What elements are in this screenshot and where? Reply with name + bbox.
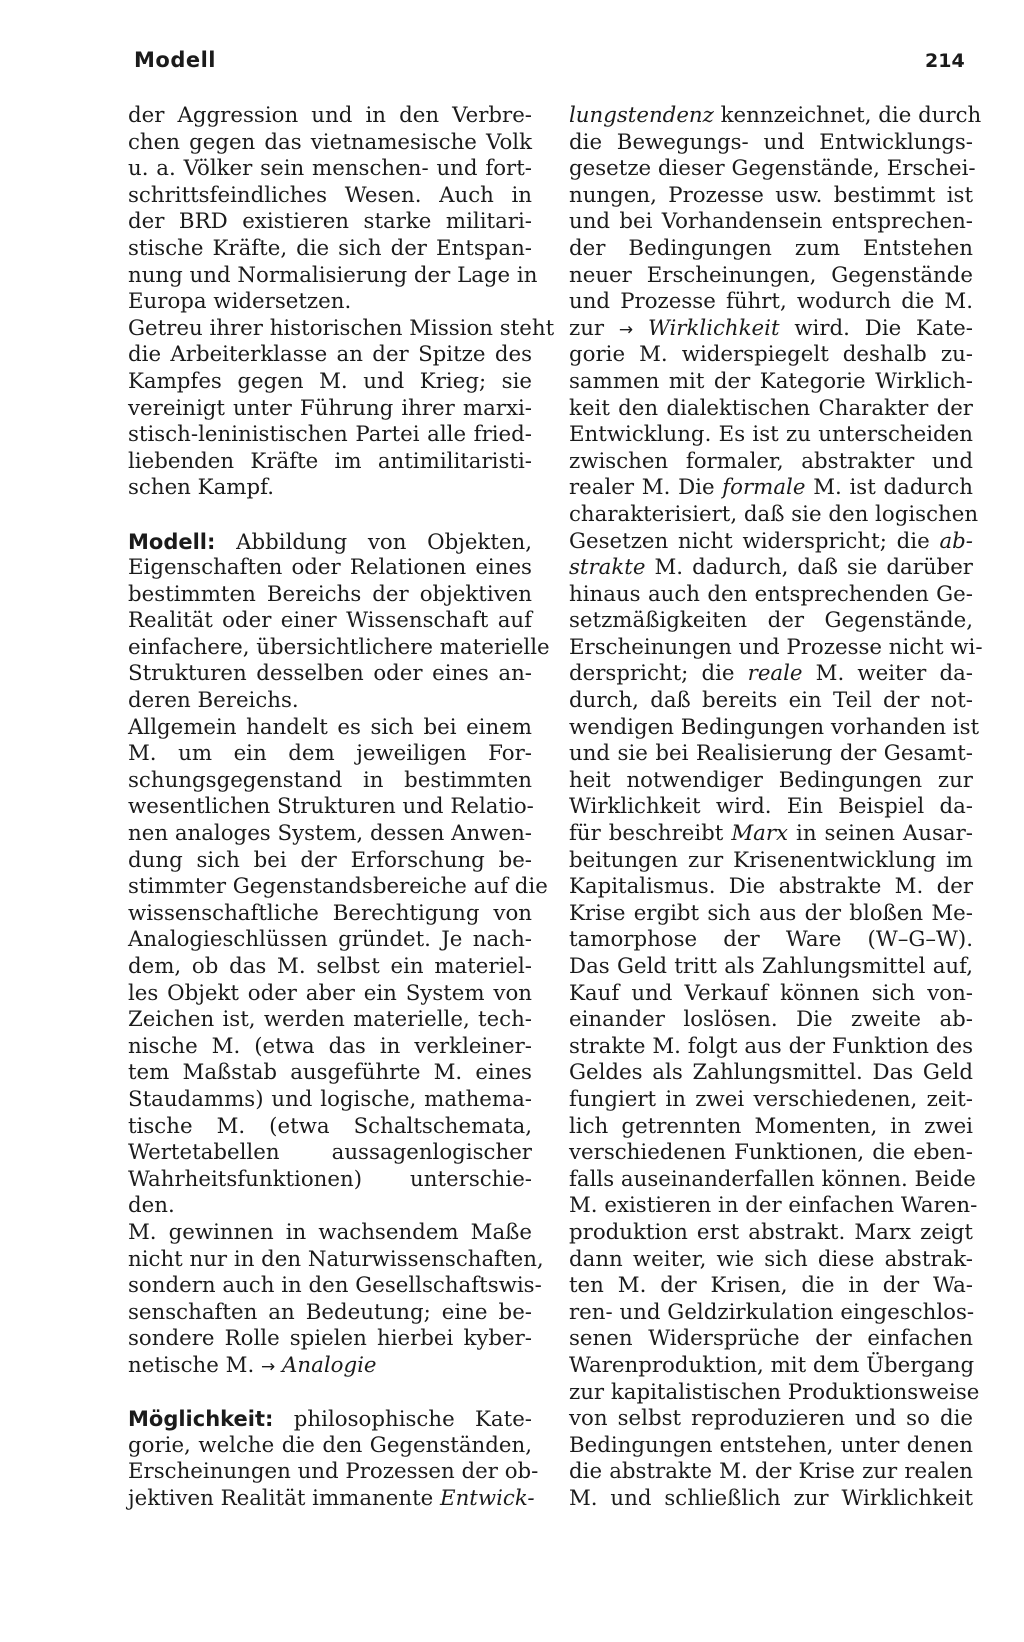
text-line: setzmäßigkeiten der Gegenstände,	[569, 608, 973, 634]
text-line: ren- und Geldzirkulation eingeschlos-	[569, 1299, 975, 1325]
text-run: netische M.	[128, 1352, 255, 1378]
text-line: Kapitalismus. Die abstrakte M. der	[569, 874, 973, 900]
text-run: philosophische Kate-	[293, 1407, 532, 1433]
cross-reference-arrow-icon: →	[618, 319, 634, 340]
text-run: zur	[569, 315, 605, 341]
entry-first-line	[128, 1406, 532, 1433]
text-line: dem, ob das M. selbst ein materiel-	[128, 954, 532, 979]
text-line: Getreu ihrer historischen Mission steht	[128, 315, 555, 341]
text-line: nicht nur in den Naturwissenschaften,	[128, 1246, 544, 1272]
text-line-with-italic	[569, 529, 973, 556]
text-line-with-crossref	[128, 1353, 532, 1380]
text-line: gorie M. widerspiegelt deshalb zu-	[569, 342, 973, 368]
text-line: Realität oder einer Wissenschaft auf	[128, 608, 532, 634]
text-line-with-italic	[569, 661, 973, 688]
text-line: deren Bereichs.	[128, 688, 299, 714]
text-line: M. gewinnen in wachsendem Maße	[128, 1219, 532, 1245]
text-line-with-italic	[569, 103, 982, 130]
text-line: Staudamms) und logische, mathema-	[128, 1086, 532, 1112]
text-line-with-italic	[569, 555, 973, 582]
text-line: den.	[128, 1193, 175, 1219]
cross-reference-wirklichkeit[interactable]: Wirklichkeit	[647, 315, 780, 341]
text-line: nische M. (etwa das in verkleiner-	[128, 1033, 532, 1059]
text-line: vereinigt unter Führung ihrer marxi-	[128, 395, 532, 421]
text-line: der Bedingungen zum Entstehen	[569, 235, 973, 261]
text-line: Kampfes gegen M. und Krieg; sie	[128, 368, 532, 394]
text-line: die Bewegungs- und Entwicklungs-	[569, 129, 973, 155]
text-run: in seinen Ausar-	[796, 821, 973, 847]
text-line: schen Kampf.	[128, 475, 274, 501]
text-line: ten M. der Krisen, die in der Wa-	[569, 1273, 973, 1299]
text-run: derspricht; die	[569, 661, 735, 687]
cross-reference-analogie[interactable]: Analogie	[282, 1352, 377, 1378]
text-line: wesentlichen Strukturen und Relatio-	[128, 794, 534, 820]
text-line: Erscheinungen und Prozesse nicht wi-	[569, 634, 983, 660]
text-run: M. dadurch, daß sie darüber	[654, 555, 973, 581]
text-line: keit den dialektischen Charakter der	[569, 395, 973, 421]
text-line: wissenschaftliche Berechtigung von	[128, 900, 532, 926]
text-run: Abbildung von Objekten,	[236, 529, 532, 555]
text-line: beitungen zur Krisenentwicklung im	[569, 847, 973, 873]
text-line: sammen mit der Kategorie Wirklich-	[569, 368, 973, 394]
paragraph-gap	[128, 502, 532, 529]
text-line: durch, daß bereits ein Teil der not-	[569, 688, 973, 714]
text-line: nen analoges System, dessen Anwen-	[128, 821, 532, 847]
italic-term: strakte	[569, 555, 646, 581]
text-line: u. a. Völker sein menschen- und fort-	[128, 156, 532, 182]
text-line-with-crossref	[569, 316, 973, 343]
text-run: kennzeichnet, die durch	[720, 103, 982, 128]
text-line: M. um ein dem jeweiligen For-	[128, 741, 532, 767]
text-line: falls auseinanderfallen können. Beide	[569, 1166, 976, 1192]
text-line: liebenden Kräfte im antimilitaristi-	[128, 448, 532, 474]
text-line: Entwicklung. Es ist zu unterscheiden	[569, 422, 973, 448]
italic-term: formale	[722, 475, 806, 501]
text-line: gesetze dieser Gegenstände, Erschei-	[569, 156, 976, 182]
text-line: Wahrheitsfunktionen) unterschie-	[128, 1166, 532, 1192]
text-line: stische Kräfte, die sich der Entspan-	[128, 235, 532, 261]
text-line: wendigen Bedingungen vorhanden ist	[569, 714, 980, 740]
text-run: realer M. Die	[569, 475, 715, 501]
text-line: Geldes als Zahlungsmittel. Das Geld	[569, 1060, 973, 1086]
text-line: Europa widersetzen.	[128, 289, 352, 315]
text-line: und sie bei Realisierung der Gesamt-	[569, 741, 973, 767]
text-line: tem Maßstab ausgeführte M. eines	[128, 1060, 532, 1086]
italic-term: reale	[747, 661, 803, 687]
text-line: von selbst reproduzieren und so die	[569, 1406, 973, 1432]
text-line: zur kapitalistischen Produktionsweise	[569, 1379, 980, 1405]
paragraph-gap	[128, 1380, 532, 1407]
right-column	[569, 103, 983, 1512]
text-line: und Prozesse führt, wodurch die M.	[569, 289, 973, 315]
text-line: zwischen formaler, abstrakter und	[569, 448, 973, 474]
text-line: gorie, welche die den Gegenständen,	[128, 1432, 532, 1458]
text-line: der BRD existieren starke militari-	[128, 209, 532, 235]
text-line: dung sich bei der Erforschung be-	[128, 847, 532, 873]
text-line: neuer Erscheinungen, Gegenstände	[569, 262, 973, 288]
text-line: senschaften an Bedeutung; eine be-	[128, 1299, 532, 1325]
text-run: wird. Die Kate-	[794, 315, 973, 341]
text-line: Analogieschlüssen gründet. Je nach-	[128, 927, 532, 953]
text-line: bestimmten Bereichs der objektiven	[128, 581, 532, 607]
text-line: charakterisiert, daß sie den logischen	[569, 501, 979, 527]
text-line: chen gegen das vietnamesische Volk	[128, 129, 532, 155]
text-line: Wertetabellen aussagenlogischer	[128, 1140, 532, 1166]
text-line: lich getrennten Momenten, in zwei	[569, 1113, 973, 1139]
text-line: schungsgegenstand in bestimmten	[128, 767, 532, 793]
text-line: die abstrakte M. der Krise zur realen	[569, 1459, 973, 1485]
text-line: die Arbeiterklasse an der Spitze des	[128, 342, 532, 368]
text-line: schrittsfeindliches Wesen. Auch in	[128, 182, 532, 208]
text-line: nung und Normalisierung der Lage in	[128, 262, 538, 288]
text-line: dann weiter, wie sich diese abstrak-	[569, 1246, 973, 1272]
italic-term: Entwick-	[440, 1485, 535, 1511]
text-line: heit notwendiger Bedingungen zur	[569, 767, 973, 793]
text-line: hinaus auch den entsprechenden Ge-	[569, 581, 973, 607]
cross-reference-arrow-icon: →	[261, 1356, 276, 1377]
text-line: nungen, Prozesse usw. bestimmt ist	[569, 182, 973, 208]
left-column	[128, 103, 555, 1512]
text-line: sondern auch in den Gesellschaftswis-	[128, 1273, 542, 1299]
text-line: sondere Rolle spielen hierbei kyber-	[128, 1326, 532, 1352]
text-line-with-italic	[569, 821, 973, 848]
text-line-with-italic	[128, 1485, 535, 1513]
text-line: einfachere, übersichtlichere materielle	[128, 634, 550, 660]
text-run: M. weiter da-	[815, 661, 973, 687]
text-line: senen Widersprüche der einfachen	[569, 1326, 973, 1352]
italic-term: lungstendenz	[569, 103, 714, 128]
text-line: les Objekt oder aber ein System von	[128, 980, 532, 1006]
italic-term: Marx	[731, 821, 789, 847]
text-line: Eigenschaften oder Relationen eines	[128, 555, 532, 581]
text-line: Das Geld tritt als Zahlungsmittel auf,	[569, 954, 973, 979]
text-line: strakte M. folgt aus der Funktion des	[569, 1033, 973, 1059]
text-run: Gesetzen nicht widerspricht; die	[569, 528, 930, 554]
text-run: jektiven Realität immanente	[128, 1485, 434, 1511]
text-line: Wirklichkeit wird. Ein Beispiel da-	[569, 794, 973, 820]
text-line: stisch-leninistischen Partei alle fried-	[128, 422, 532, 448]
text-line: M. existieren in der einfachen Waren-	[569, 1193, 978, 1219]
text-line: Krise ergibt sich aus der bloßen Me-	[569, 900, 973, 926]
text-line: Bedingungen entstehen, unter denen	[569, 1432, 973, 1458]
text-line: Zeichen ist, werden materielle, tech-	[128, 1007, 532, 1033]
text-line: fungiert in zwei verschiedenen, zeit-	[569, 1086, 973, 1112]
text-run: für beschreibt	[569, 821, 724, 847]
text-line: M. und schließlich zur Wirklichkeit	[569, 1485, 973, 1511]
text-line: tamorphose der Ware (W–G–W).	[569, 927, 973, 953]
text-line: der Aggression und in den Verbre-	[128, 103, 532, 128]
text-line: Strukturen desselben oder eines an-	[128, 661, 532, 687]
text-line: Erscheinungen und Prozessen der ob-	[128, 1459, 539, 1485]
text-line: Kauf und Verkauf können sich von-	[569, 980, 973, 1006]
text-run: M. ist dadurch	[813, 475, 973, 501]
italic-term: ab-	[939, 528, 973, 554]
page-number: 214	[925, 50, 965, 72]
text-line: tische M. (etwa Schaltschemata,	[128, 1113, 532, 1139]
text-line: stimmter Gegenstandsbereiche auf die	[128, 874, 548, 900]
text-line: Warenproduktion, mit dem Übergang	[569, 1352, 975, 1378]
entry-term-moeglichkeit: Möglichkeit:	[128, 1407, 274, 1432]
text-line: und bei Vorhandensein entsprechen-	[569, 209, 973, 235]
entry-term-modell: Modell:	[128, 529, 216, 554]
text-line: produktion erst abstrakt. Marx zeigt	[569, 1219, 973, 1245]
text-line: Allgemein handelt es sich bei einem	[128, 714, 532, 740]
text-line: einander loslösen. Die zweite ab-	[569, 1007, 973, 1033]
running-header: Modell	[134, 48, 216, 72]
text-line-with-italic	[569, 475, 973, 502]
text-line: verschiedenen Funktionen, die eben-	[569, 1140, 973, 1166]
entry-first-line	[128, 529, 532, 556]
